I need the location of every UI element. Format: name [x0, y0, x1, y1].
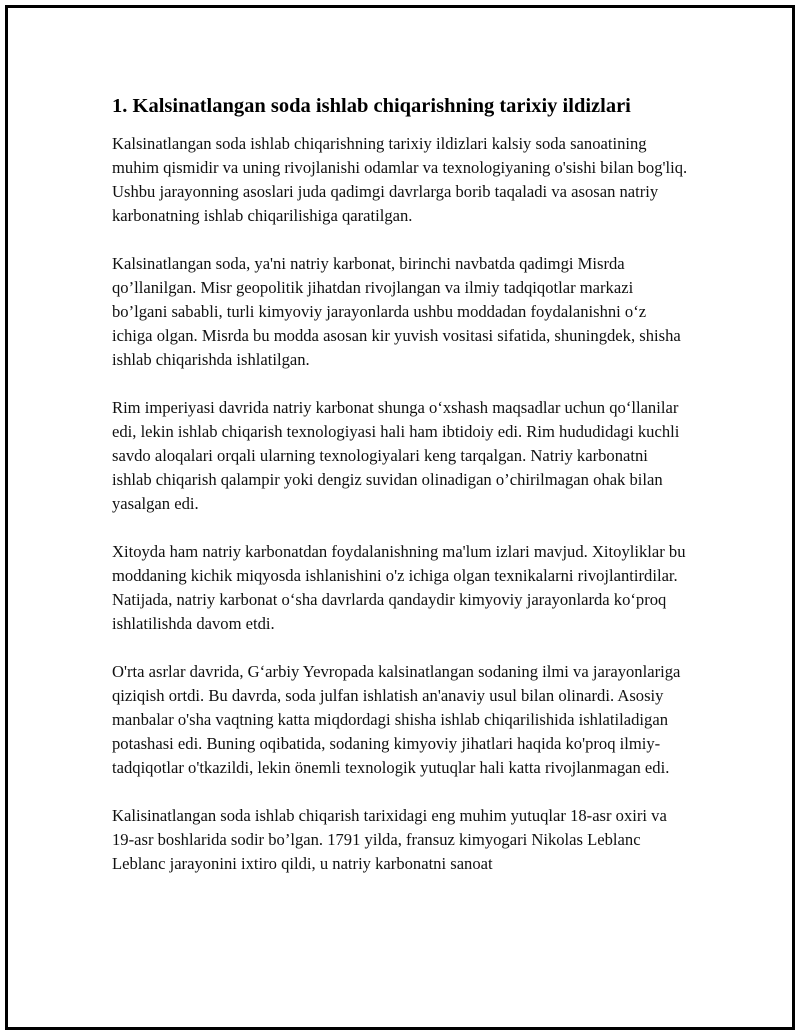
- document-body: [112, 94, 690, 900]
- paragraph-rome: Rim imperiyasi davrida natriy karbonat shunga o‘xshash maqsadlar uchun qo‘llanilar edi, lekin ishlab chiqarish texnologiyasi hali ham ibtidoiy edi. Rim hududidagi kuchli savdo aloqalari orqali ularning texnologiyalari keng tarqalgan. Natriy karbonatni ishlab chiqarish qalampir yoki dengiz suvidan olinadigan o’chirilmagan ohak bilan yasalgan edi.: [112, 397, 680, 513]
- paragraph-egypt: Kalsinatlangan soda, ya'ni natriy karbonat, birinchi navbatda qadimgi Misrda qo’llanilgan. Misr geopolitik jihatdan rivojlangan va ilmiy tadqiqotlar markazi bo’lgani sababli, turli kimyoviy jarayonlarda ushbu moddadan foydalanishni o‘z ichiga olgan. Misrda bu modda asosan kir yuvish vositasi sifatida, shuningdek, shisha ishlab chiqarishda ishlatilgan.: [112, 253, 681, 369]
- paragraph-china: Xitoyda ham natriy karbonatdan foydalanishning ma'lum izlari mavjud. Xitoyliklar bu moddaning kichik miqyosda ishlanishini o'z ichiga olgan texnikalarni rivojlantirdilar. Natijada, natriy karbonat o‘sha davrlarda qandaydir kimyoviy jarayonlarda ko‘proq ishlatilishda davom etdi.: [112, 541, 686, 633]
- paragraph-leblanc: Kalisinatlangan soda ishlab chiqarish tarixidagi eng muhim yutuqlar 18-asr oxiri va 19-asr boshlarida sodir bo’lgan. 1791 yilda, fransuz kimyogari Nikolas Leblanc Leblanc jarayonini ixtiro qildi, u natriy karbonatni sanoat: [112, 805, 667, 873]
- section-heading: 1. Kalsinatlangan soda ishlab chiqarishning tarixiy ildizlari: [112, 95, 631, 117]
- paragraph-middle-ages: O'rta asrlar davrida, G‘arbiy Yevropada kalsinatlangan sodaning ilmi va jarayonlariga qiziqish ortdi. Bu davrda, soda julfan ishlatish an'anaviy usul bilan olinardi. Asosiy manbalar o'sha vaqtning katta miqdordagi shisha ishlab chiqarilishida ishlatiladigan potashasi edi. Buning oqibatida, sodaning kimyoviy jihatlari haqida ko'proq ilmiy-tadqiqotlar o'tkazildi, lekin önemli texnologik yutuqlar hali katta rivojlanmagan edi.: [112, 661, 681, 777]
- paragraph-egypt-intro: Kalsinatlangan soda ishlab chiqarishning tarixiy ildizlari kalsiy soda sanoatining muhim qismidir va uning rivojlanishi odamlar va texnologiyaning o'sishi bilan bog'liq. Ushbu jarayonning asoslari juda qadimgi davrlarga borib taqaladi va asosan natriy karbonatning ishlab chiqarilishiga qaratilgan.: [112, 133, 688, 225]
